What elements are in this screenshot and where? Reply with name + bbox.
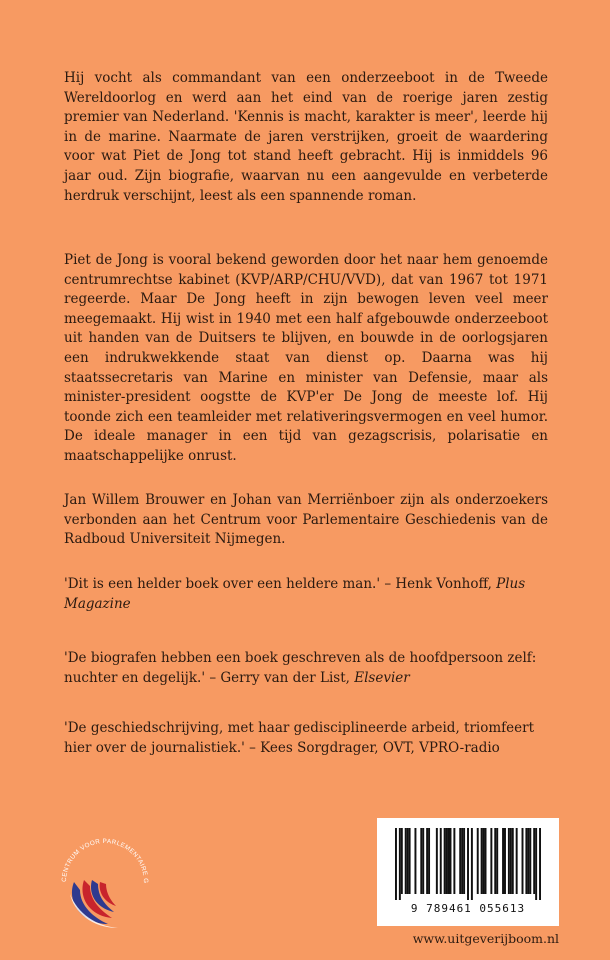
- barcode-bar: [529, 828, 531, 894]
- barcode-bar: [522, 828, 524, 894]
- barcode-bar: [420, 828, 422, 894]
- barcode-bar: [448, 828, 450, 894]
- barcode-bar: [409, 828, 411, 894]
- barcode-bar: [504, 828, 506, 894]
- barcode-bar: [453, 828, 455, 894]
- barcode-bar: [496, 828, 498, 894]
- barcode-bar: [481, 828, 483, 894]
- barcode-bar: [490, 828, 492, 894]
- paragraph-text: Hij vocht als commandant van een onderzeeboot in de Tweede Wereldoorlog en werd aan het eind van de roerige jaren zestig premier van Nederland. 'Kennis is macht, karakter is meer', leerde hij in de marine. Naarmate de jaren verstrijken, groeit de waardering voor wat Piet de Jong tot stand heeft gebracht. Hij is inmiddels 96 jaar oud. Zijn biografie, waarvan nu een aangevulde en verbeterde herdruk verschijnt, leest als een spannende roman.: [64, 70, 548, 204]
- review-quote: [64, 649, 548, 688]
- logo-arc-text: CENTRUM VOOR PARLEMENTAIRE G: [60, 837, 150, 884]
- barcode-bar: [527, 828, 529, 894]
- paragraph-intro: [64, 69, 548, 206]
- barcode-bar: [428, 828, 430, 894]
- barcode-bar: [399, 828, 401, 900]
- barcode-bar: [461, 828, 463, 894]
- barcode-bar: [459, 828, 461, 894]
- barcode-bar: [414, 828, 416, 894]
- barcode-bar: [525, 828, 527, 894]
- barcode-bar: [512, 828, 514, 894]
- quote-text: 'De biografen hebben een boek geschreven als de hoofdpersoon zelf: nuchter en degelijk.' – Gerry van der List,: [64, 650, 537, 686]
- barcode-bar: [422, 828, 424, 894]
- barcode-bar: [395, 828, 397, 900]
- barcode-bar: [440, 828, 442, 894]
- barcode-bar: [516, 828, 518, 894]
- barcode-digits: 9 789461 055613: [410, 902, 526, 915]
- paragraph-authors: [64, 491, 548, 550]
- barcode-bar: [539, 828, 541, 900]
- svg-text:CENTRUM VOOR PARLEMENTAIRE GES: [44, 820, 149, 884]
- barcode-bar: [446, 828, 448, 894]
- quote-source: OVT, VPRO-radio: [382, 739, 500, 756]
- barcode-bar: [426, 828, 428, 894]
- barcode-bar: [533, 828, 535, 894]
- quote-source: Plus Magazine: [64, 576, 526, 612]
- paragraph-career: [64, 251, 548, 467]
- barcode-bar: [407, 828, 409, 894]
- quote-text: 'Dit is een helder boek over een heldere man.' – Henk Vonhoff,: [64, 576, 497, 592]
- paragraph-text: Jan Willem Brouwer en Johan van Merriënboer zijn als onderzoekers verbonden aan het Centrum voor Parlementaire Geschiedenis van de Radboud Universiteit Nijmegen.: [64, 492, 548, 548]
- barcode-bar: [510, 828, 512, 894]
- isbn-barcode: [377, 818, 559, 926]
- cpg-logo: [44, 820, 162, 938]
- barcode-bar: [436, 828, 438, 894]
- barcode-bar: [477, 828, 479, 894]
- barcode-bar: [502, 828, 504, 894]
- barcode-bar: [483, 828, 485, 894]
- quote-text: 'De geschiedschrijving, met haar gedisciplineerde arbeid, triomfeert hier over de journalistiek.' – Kees Sorgdrager,: [64, 720, 535, 756]
- barcode-bar: [401, 828, 403, 894]
- publisher-url: www.uitgeverijboom.nl: [412, 931, 559, 946]
- barcode-bar: [535, 828, 537, 900]
- barcode-bar: [494, 828, 496, 894]
- barcode-bar: [508, 828, 510, 894]
- barcode-bar: [471, 828, 473, 900]
- barcode-bar: [467, 828, 469, 900]
- barcode-bar: [463, 828, 465, 894]
- quote-source: Elsevier: [354, 669, 410, 686]
- barcode-bar: [485, 828, 487, 894]
- swirl-logo-icon: [44, 820, 162, 938]
- barcode-icon: [395, 828, 541, 900]
- barcode-bar: [405, 828, 407, 894]
- review-quote: [64, 719, 548, 758]
- barcode-bar: [450, 828, 452, 894]
- review-quote: [64, 575, 548, 614]
- barcode-bar: [444, 828, 446, 894]
- paragraph-text: Piet de Jong is vooral bekend geworden door het naar hem genoemde centrumrechtse kabinet (KVP/ARP/CHU/VVD), dat van 1967 tot 1971 regeerde. Maar De Jong heeft in zijn bewogen leven veel meer meegemaakt. Hij wist in 1940 met een half afgebouwde onderzeeboot uit handen van de Duitsers te blijven, en bouwde in de oorlogsjaren een indrukwekkende staat van dienst op. Daarna was hij staatssecretaris van Marine en minister van Defensie, maar als minister-president oogstte de KVP'er De Jong de meeste lof. Hij toonde zich een teamleider met relativeringsvermogen en veel humor. De ideale manager in een tijd van gezagscrisis, polarisatie en maatschappelijke onrust.: [64, 252, 548, 464]
